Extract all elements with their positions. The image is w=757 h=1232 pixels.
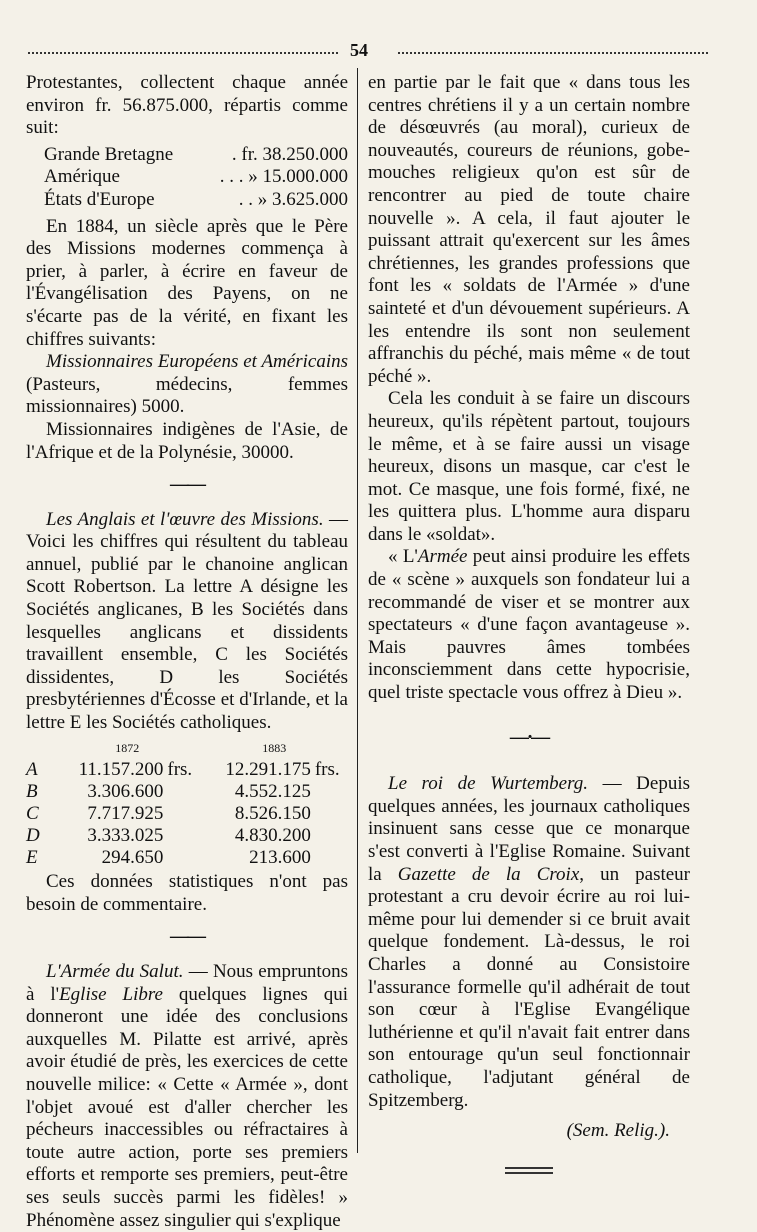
unit-1872: frs. [167,759,193,781]
scene-italic: Armée [417,546,468,568]
paragraph-armee [26,961,348,1232]
allocation-row [44,166,348,189]
armee-text-a: — Nous empruntons à l' [26,961,348,1005]
armee-text-b: quelques lignes qui donneront une idée des conclusions auxquelles M. Pilatte est arrivé, après avoir étudié de près, les exercices de cette nouvelle milice: « Cette « Armée », dont l'objet avoué est d'aller chercher les pécheurs inaccessibles ou réfractaires à toute autre action, porte ses premiers efforts et remporte ses premiers, peut-être ses seuls succès parmi les fidèles! » Phénomène assez singulier qui s'explique [26,983,348,1231]
header-ornament-right [398,52,708,54]
row-label: E [26,847,38,869]
table-row [26,781,348,803]
unit-1872 [163,781,200,803]
allocation-value: . . . » 15.000.000 [219,166,348,188]
section-title-wurtemberg: Le roi de Wurtemberg. [388,773,589,795]
section-separator: —·— [509,726,549,748]
row-label: D [26,825,40,847]
paragraph-discours: Cela les conduit à se faire un discours heureux, qu'ils répètent partout, toujours le même, et à se faire aussi un visage heureux, disons un masque, car c'est le mot. Ce masque, une fois formé, fixé, ne les quittera plus. L'homme aura disparu dans le «soldat». [368,388,690,545]
value-1883: 8.526.150 [234,803,311,825]
paragraph-anglais [26,509,348,735]
left-column [26,72,348,1232]
allocation-value: . fr. 38.250.000 [231,143,348,165]
end-ornament [505,1167,553,1174]
value-1872: 3.306.600 [87,781,164,803]
allocation-value: . . » 3.625.000 [238,188,348,210]
table-row [26,759,348,781]
value-1883: 213.600 [249,847,311,869]
value-1883: 12.291.175 [225,759,311,781]
table-header-row [26,737,348,760]
scene-text-a: « L' [388,546,418,568]
unit-1883 [311,825,348,847]
value-1872: 294.650 [101,847,164,869]
value-1883: 4.830.200 [234,825,311,847]
section-separator: —— [170,926,204,948]
paragraph-missionaries [26,351,348,419]
value-1872: 7.717.925 [87,803,164,825]
unit-1883 [311,847,348,869]
value-1872: 11.157.200 [78,759,164,781]
paragraph-intro: Protestantes, collectent chaque année environ fr. 56.875.000, répartis comme suit: [26,72,348,139]
unit-1883 [311,781,348,803]
allocation-label: Amérique [44,166,120,188]
value-1883: 4.552.125 [234,781,311,803]
row-label: A [26,759,38,781]
paragraph-commentary: Ces données statistiques n'ont pas besoin de commentaire. [26,871,348,915]
paragraph-indigenous: Missionnaires indigènes de l'Asie, de l'Afrique et de la Polynésie, 30000. [26,418,348,463]
armee-italic: Eglise Libre [59,983,163,1005]
allocation-label: Grande Bretagne [44,143,174,165]
wurtemberg-text-a: — Depuis quelques années, les journaux catholiques insinuent sans cesse que ce monarque s'est converti à l'Eglise Romaine. Suivant la [368,773,691,885]
missionaries-italic: Missionnaires Européens et Américains [46,351,348,373]
table-row [26,803,348,825]
table-row [26,847,348,869]
allocation-row [44,144,348,167]
missionaries-text: (Pasteurs, médecins, femmes missionnaires) 5000. [26,373,348,418]
unit-1872 [163,825,200,847]
allocation-list [44,144,348,212]
table-header-1883: 1883 [262,740,287,755]
value-1872: 3.333.025 [87,825,164,847]
page-number: 54 [350,40,368,60]
paragraph-continuation: en partie par le fait que « dans tous les centres chrétiens il y a un certain nombre de désœuvrés (au moral), curieux de nouveautés, coureurs de réunions, gobe-mouches religieux qu'on est sûr de rencontrer au pied de toute chaire nouvelle ». A cela, il faut ajouter le puissant attrait qu'exercent sur les âmes chrétiennes, les grandes professions que font les « soldats de l'Armée » d'une sainteté et d'un dévouement supérieurs. A les entendre ils sont non seulement affranchis du péché, mais même « de tout péché ». [368,72,690,387]
section-separator: —— [170,474,204,496]
allocation-label: États d'Europe [44,188,155,210]
page-header [28,40,708,64]
table-row [26,825,348,847]
unit-1883 [311,803,348,825]
source-citation: (Sem. Relig.). [566,1120,670,1142]
allocation-row [44,189,348,212]
wurtemberg-italic: Gazette de la Croix [397,863,580,885]
unit-1872 [163,803,200,825]
row-label: B [26,781,38,803]
unit-1883: frs. [314,759,340,781]
row-label: C [26,803,39,825]
section-title-armee: L'Armée du Salut. [46,961,184,982]
scene-text-b: peut ainsi produire les effets de « scène » auxquels son fondateur lui a recommandé de viser et se montrer aux spectateurs « d'une façon avantageuse ». Mais pauvres âmes tombées inconsciemment dans cette hypocrisie, quel triste spectacle vous offrez à Dieu ». [368,546,690,704]
unit-1872 [163,847,200,869]
wurtemberg-text-b: , un pasteur protestant a cru devoir écrire au roi lui-même pour lui demender si ce bruit avait quelque fondement. Là-dessus, le roi Charles a donné au Consistoire l'assurance formelle qu'il adhérait de tout son cœur à l'Eglise Evangélique luthérienne et qu'il n'avait fait entrer dans son entourage qu'un seul fonctionnair catholique, l'adjutant général de Spitzemberg. [368,863,691,1111]
right-column [368,72,690,1177]
column-divider [357,68,358,1153]
anglais-text: — Voici les chiffres qui résultent du tableau annuel, publié par le chanoine anglican Scott Robertson. La lettre A désigne les Sociétés anglicanes, B les Sociétés dans lesquelles anglicans et dissidents travaillent ensemble, C les Sociétés dissidentes, D les Sociétés presbytériennes d'Écosse et d'Irlande, et la lettre E les Sociétés catholiques. [26,508,349,734]
section-title-anglais: Les Anglais et l'œuvre des Missions. [46,508,324,530]
paragraph-1884: En 1884, un siècle après que le Père des Missions modernes commença à prier, à parler, à écrire en faveur de l'Évangélisation des Payens, on ne s'écarte pas de la vérité, en fixant les chiffres suivants: [26,215,348,350]
paragraph-scene [368,546,690,704]
missions-stats-table [26,737,348,870]
paragraph-wurtemberg [368,773,690,1112]
header-ornament-left [28,52,338,54]
table-header-1872: 1872 [115,740,140,755]
